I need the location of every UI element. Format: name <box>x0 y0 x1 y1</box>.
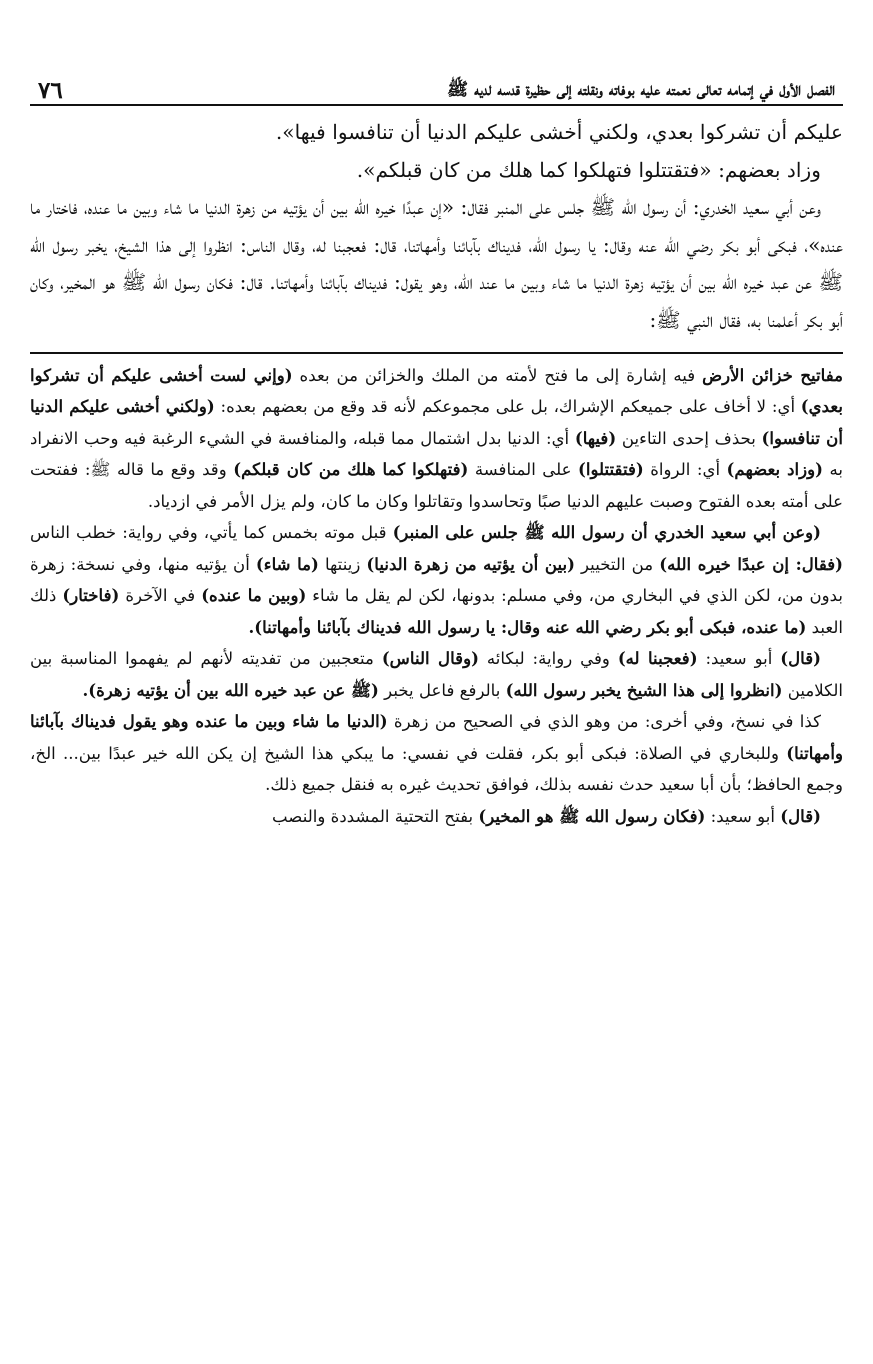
footnote-separator <box>30 352 843 354</box>
page-number: ٧٦ <box>38 77 63 104</box>
commentary-paragraph-4: كذا في نسخ، وفي أخرى: من وهو الذي في الصحيح من زهرة (الدنيا ما شاء وبين ما عنده وهو يقول فديناك بآبائنا وأمهاتنا) وللبخاري في الصلاة: فبكى أبو بكر، فقلت في نفسي: ما يبكي هذا الشيخ إن يكن الله خير عبدًا بين... الخ، وجمع الحافظ؛ بأن أبا سعيد حدث نفسه بذلك، فوافق تحديث غيره به فنقل جميع ذلك. <box>30 711 843 795</box>
page-header <box>30 60 843 106</box>
commentary-paragraph-2: (وعن أبي سعيد الخدري أن رسول الله ﷺ جلس على المنبر) قبل موته بخمس كما يأتي، وفي رواية: خطب الناس (فقال: إن عبدًا خيره الله) من التخيير (بين أن يؤتيه من زهرة الدنيا) زينتها (ما شاء) أن يؤتيه منها، وفي نسخة: زهرة بدون من، لكن الذي في البخاري من، وفي مسلم: بدونها، لكن لم يقل ما شاء (وبين ما عنده) في الآخرة (فاختار) ذلك العبد (ما عنده، فبكى أبو بكر رضي الله عنه وقال: يا رسول الله فديناك بآبائنا وأمهاتنا). <box>30 522 844 637</box>
running-title: الفصل الأول في إتمامه تعالى نعمته عليه بوفاته ونقلته إلى حظيرة قدسه لديه ﷺ <box>446 80 835 100</box>
main-paragraph-2: وزاد بعضهم: «فتقتتلوا فتهلكوا كما هلك من كان قبلكم». <box>356 157 821 182</box>
book-page <box>30 60 843 1354</box>
commentary-paragraph-5: (قال) أبو سعيد: (فكان رسول الله ﷺ هو المخير) بفتح التحتية المشددة والنصب <box>272 805 821 826</box>
commentary-paragraph-1: مفاتيح خزائن الأرض فيه إشارة إلى ما فتح لأمته من الملك والخزائن من بعده (وإني لست أخشى عليكم أن تشركوا بعدي) أي: لا أخاف على جميعكم الإشراك، بل على مجموعكم لأنه قد وقع من بعضهم بعده: (ولكني أخشى عليكم الدنيا أن تنافسوا) بحذف إحدى التاءين (فيها) أي: الدنيا بدل اشتمال مما قبله، والمنافسة في الشيء الرغبة فيه وحب الانفراد به (وزاد بعضهم) أي: الرواة (فتقتتلوا) على المنافسة (فتهلكوا كما هلك من كان قبلكم) وقد وقع ما قاله ﷺ: ففتحت على أمته بعده الفتوح وصبت عليهم الدنيا صبًا وتحاسدوا وتقاتلوا وكان ما كان، ولم يزل الأمر في ازدياد. <box>30 364 844 511</box>
main-text <box>30 114 843 340</box>
main-paragraph-3: وعن أبي سعيد الخدري: أن رسول الله ﷺ جلس على المنبر فقال: «إن عبدًا خيره الله بين أن يؤتيه من زهرة الدنيا ما شاء وبين ما عنده، فاختار ما عنده»، فبكى أبو بكر رضي الله عنه وقال: يا رسول الله، فديناك بآبائنا وأمهاتنا، قال: فعجبنا له، وقال الناس: انظروا إلى هذا الشيخ، يخبر رسول الله ﷺ عن عبد خيره الله بين أن يؤتيه زهرة الدنيا ما شاء وبين ما عند الله، وهو يقول: فديناك بآبائنا وأمهاتنا. قال: فكان رسول الله ﷺ هو المخير، وكان أبو بكر أعلمنا به، فقال النبي ﷺ: <box>30 195 843 332</box>
main-paragraph-1: عليكم أن تشركوا بعدي، ولكني أخشى عليكم الدنيا أن تنافسوا فيها». <box>275 120 843 144</box>
commentary <box>30 360 843 833</box>
commentary-paragraph-3: (قال) أبو سعيد: (فعجبنا له) وفي رواية: لبكائه (وقال الناس) متعجبين من تفديته لأنهم لم يفهموا المناسبة بين الكلامين (انظروا إلى هذا الشيخ يخبر رسول الله) بالرفع فاعل يخبر (ﷺ عن عبد خيره الله بين أن يؤتيه زهرة). <box>30 648 843 700</box>
